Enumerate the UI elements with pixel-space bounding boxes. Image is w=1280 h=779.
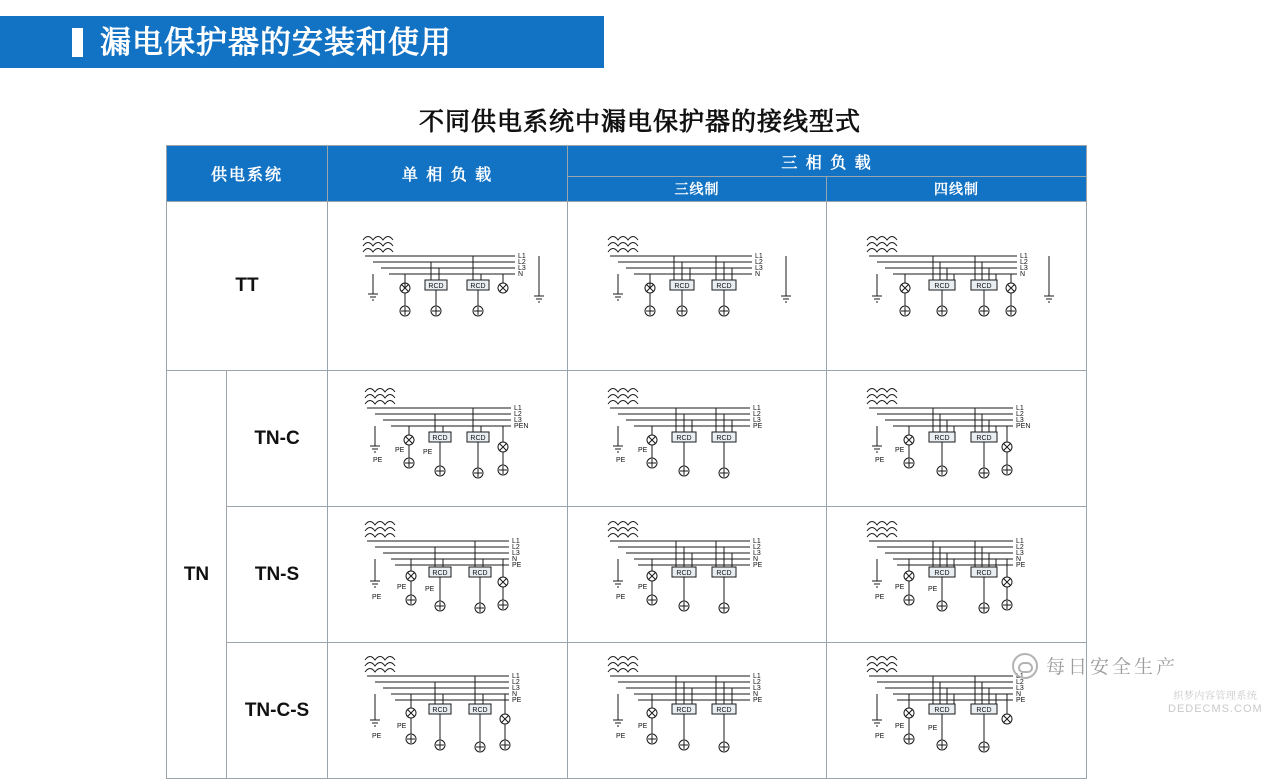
svg-text:PE: PE (615, 593, 625, 601)
diagram-tt-three-wire (568, 202, 827, 371)
page-title: 漏电保护器的安装和使用 (100, 25, 452, 60)
svg-text:L1: L1 (1016, 672, 1024, 680)
svg-text:PE: PE (371, 593, 381, 601)
wechat-watermark-text: 每日安全生产 (1046, 657, 1179, 678)
svg-text:PE: PE (637, 583, 647, 591)
svg-text:PE: PE (875, 456, 885, 464)
header-three-wire: 三线制 (568, 177, 827, 202)
svg-text:L2: L2 (1020, 259, 1028, 266)
svg-text:RCD: RCD (976, 434, 992, 442)
svg-text:RCD: RCD (431, 434, 448, 442)
svg-text:PE: PE (895, 446, 905, 454)
svg-text:L1: L1 (513, 404, 522, 412)
svg-text:PE: PE (371, 732, 381, 740)
svg-text:PE: PE (615, 456, 625, 464)
svg-text:PE: PE (511, 561, 521, 569)
row-label-tn-c-s: TN-C-S (227, 643, 328, 779)
svg-text:RCD: RCD (469, 283, 486, 290)
svg-text:L1: L1 (1020, 253, 1028, 260)
svg-text:N: N (517, 271, 523, 278)
svg-text:L1: L1 (754, 253, 763, 260)
svg-text:L3: L3 (1016, 416, 1024, 424)
svg-text:RCD: RCD (976, 569, 992, 577)
svg-text:PE: PE (1016, 561, 1026, 569)
svg-text:N: N (752, 690, 758, 698)
diagram-tt-single-phase (328, 202, 568, 371)
svg-text:L1: L1 (752, 672, 761, 680)
svg-text:RCD: RCD (675, 569, 692, 577)
diagram-tncs-single-phase (328, 643, 568, 779)
svg-text:PE: PE (895, 583, 905, 591)
svg-text:PE: PE (895, 722, 905, 730)
svg-text:RCD: RCD (427, 283, 444, 290)
svg-text:L2: L2 (1016, 678, 1024, 686)
svg-text:L3: L3 (752, 549, 761, 557)
svg-text:L2: L2 (752, 543, 761, 551)
header-system: 供电系统 (167, 146, 328, 202)
wechat-icon (1012, 653, 1038, 679)
svg-text:L3: L3 (754, 265, 763, 272)
svg-text:PE: PE (752, 696, 762, 704)
svg-text:PE: PE (511, 696, 521, 704)
svg-text:PE: PE (928, 724, 938, 732)
svg-text:L1: L1 (511, 672, 520, 680)
svg-text:L3: L3 (1020, 265, 1028, 272)
svg-text:RCD: RCD (431, 569, 448, 577)
svg-text:L3: L3 (1016, 684, 1024, 692)
dedecms-watermark-line2: DEDECMS.COM (1168, 703, 1263, 715)
svg-text:RCD: RCD (934, 283, 950, 290)
diagram-tnc-three-wire (568, 371, 827, 507)
svg-text:L3: L3 (1016, 549, 1024, 557)
svg-text:L1: L1 (752, 537, 761, 545)
svg-text:L2: L2 (517, 259, 526, 266)
svg-text:N: N (1016, 555, 1022, 563)
diagram-tnc-four-wire (827, 371, 1087, 507)
svg-text:RCD: RCD (934, 434, 950, 442)
svg-text:L2: L2 (511, 543, 520, 551)
svg-text:L3: L3 (511, 684, 520, 692)
row-group-label-tn: TN (167, 371, 227, 779)
svg-text:RCD: RCD (976, 706, 992, 714)
svg-text:L2: L2 (1016, 410, 1024, 418)
svg-text:L1: L1 (1016, 404, 1024, 412)
svg-text:PE: PE (394, 446, 404, 454)
diagram-tnc-single-phase (328, 371, 568, 507)
svg-text:L3: L3 (752, 684, 761, 692)
svg-text:N: N (1016, 690, 1022, 698)
svg-text:RCD: RCD (976, 283, 992, 290)
svg-text:L2: L2 (752, 410, 761, 418)
svg-text:PEN: PEN (1016, 422, 1031, 430)
svg-text:RCD: RCD (469, 434, 486, 442)
svg-text:RCD: RCD (675, 434, 692, 442)
svg-text:RCD: RCD (673, 283, 690, 290)
table-header-row-1 (167, 146, 1087, 177)
svg-text:L2: L2 (513, 410, 522, 418)
header-four-wire: 四线制 (827, 177, 1087, 202)
diagram-tt-four-wire (827, 202, 1087, 371)
svg-text:PE: PE (396, 583, 406, 591)
header-single-phase: 单 相 负 载 (328, 146, 568, 202)
svg-text:L3: L3 (517, 265, 526, 272)
svg-text:N: N (511, 690, 517, 698)
table-row (167, 202, 1087, 371)
table-row (167, 371, 1087, 507)
dedecms-watermark-line1: 织梦内容管理系统 (1173, 691, 1258, 702)
svg-text:L1: L1 (752, 404, 761, 412)
row-label-tn-s: TN-S (227, 507, 328, 643)
diagram-tncs-three-wire (568, 643, 827, 779)
svg-text:L3: L3 (752, 416, 761, 424)
svg-text:N: N (754, 271, 760, 278)
svg-text:PE: PE (1016, 696, 1026, 704)
page-header (0, 16, 1280, 68)
svg-text:RCD: RCD (715, 434, 732, 442)
diagram-tns-single-phase (328, 507, 568, 643)
svg-text:RCD: RCD (675, 706, 692, 714)
svg-text:N: N (752, 555, 758, 563)
svg-text:PE: PE (424, 585, 434, 593)
svg-text:PE: PE (637, 722, 647, 730)
svg-text:PE: PE (422, 448, 432, 456)
svg-text:RCD: RCD (715, 569, 732, 577)
diagram-tns-four-wire (827, 507, 1087, 643)
svg-text:PE: PE (637, 446, 647, 454)
svg-text:RCD: RCD (471, 706, 488, 714)
subtitle: 不同供电系统中漏电保护器的接线型式 (418, 108, 861, 136)
table-row (167, 643, 1087, 779)
svg-text:PE: PE (752, 422, 762, 430)
svg-text:PE: PE (752, 561, 762, 569)
svg-text:L2: L2 (511, 678, 520, 686)
table-row (167, 507, 1087, 643)
svg-text:RCD: RCD (934, 569, 950, 577)
wiring-matrix-table (166, 145, 1086, 740)
svg-text:PE: PE (396, 722, 406, 730)
svg-text:L3: L3 (511, 549, 520, 557)
svg-text:L3: L3 (513, 416, 522, 424)
svg-text:RCD: RCD (471, 569, 488, 577)
svg-text:PE: PE (875, 732, 885, 740)
svg-text:RCD: RCD (715, 283, 732, 290)
row-label-tn-c: TN-C (227, 371, 328, 507)
svg-text:RCD: RCD (715, 706, 732, 714)
svg-text:L2: L2 (754, 259, 763, 266)
svg-text:L1: L1 (1016, 537, 1024, 545)
header-three-phase: 三 相 负 载 (568, 146, 1087, 177)
svg-text:PE: PE (372, 456, 382, 464)
header-accent-tick (72, 28, 83, 57)
dedecms-watermark (1168, 690, 1263, 716)
svg-text:L1: L1 (517, 253, 526, 260)
svg-text:RCD: RCD (934, 706, 950, 714)
svg-text:L1: L1 (511, 537, 520, 545)
wechat-watermark (1012, 652, 1178, 679)
row-label-tt: TT (167, 202, 328, 371)
svg-text:PE: PE (615, 732, 625, 740)
svg-text:PE: PE (875, 593, 885, 601)
svg-text:PEN: PEN (513, 422, 528, 430)
diagram-tns-three-wire (568, 507, 827, 643)
svg-text:PE: PE (928, 585, 938, 593)
svg-text:N: N (1020, 271, 1026, 278)
svg-text:L2: L2 (752, 678, 761, 686)
svg-text:N: N (511, 555, 517, 563)
svg-text:L2: L2 (1016, 543, 1024, 551)
svg-text:RCD: RCD (431, 706, 448, 714)
